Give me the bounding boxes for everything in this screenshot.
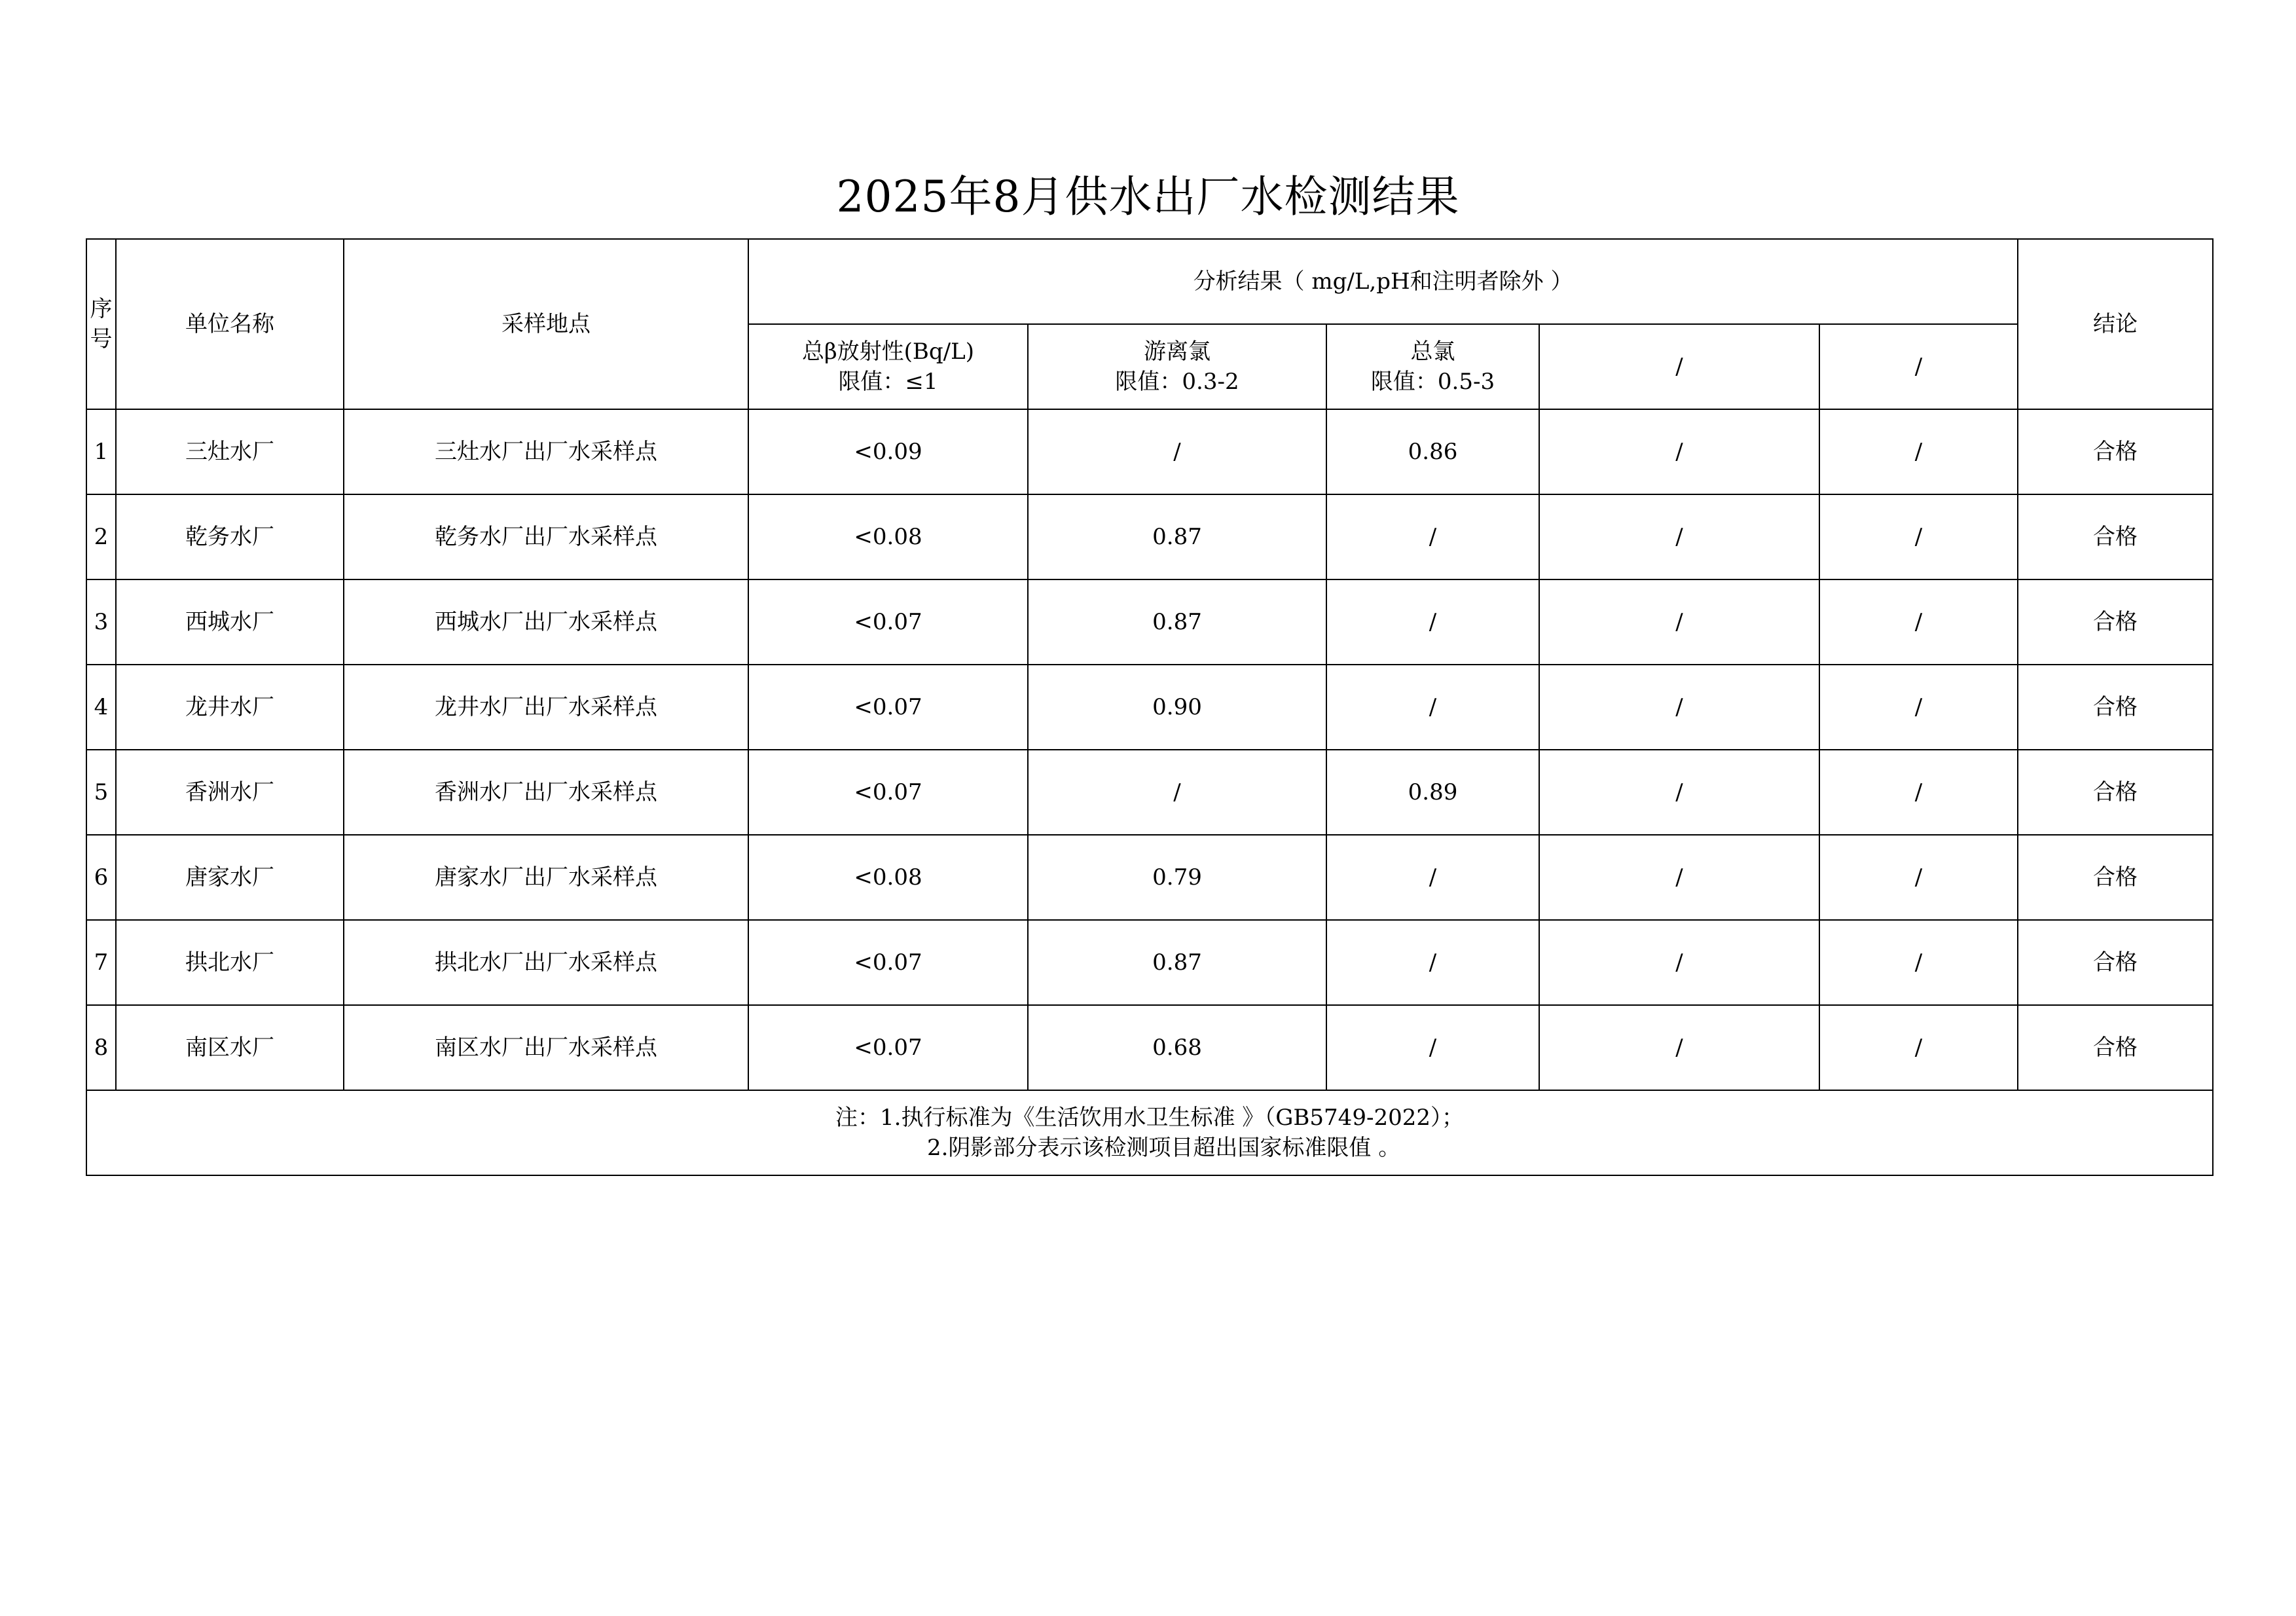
cell-seq: 8	[86, 1005, 116, 1090]
cell-total-chlorine-value: 0.86	[1326, 409, 1539, 494]
cell-beta-value: <0.07	[748, 750, 1028, 835]
table-row	[86, 409, 2213, 494]
param-name: /	[1675, 354, 1683, 380]
cell-free-chlorine-value: 0.87	[1028, 920, 1326, 1005]
cell-total-chlorine-value: /	[1326, 920, 1539, 1005]
cell-seq: 7	[86, 920, 116, 1005]
cell-beta-value: <0.07	[748, 665, 1028, 750]
table-row	[86, 494, 2213, 579]
param-name: 总氯	[1410, 339, 1455, 365]
param-name: /	[1914, 354, 1923, 380]
cell-beta-value: <0.08	[748, 835, 1028, 920]
cell-empty-value: /	[1539, 750, 1819, 835]
cell-beta-value: <0.07	[748, 579, 1028, 665]
cell-conclusion: 合格	[2018, 665, 2213, 750]
cell-free-chlorine-value: 0.87	[1028, 494, 1326, 579]
cell-total-chlorine-value: /	[1326, 665, 1539, 750]
cell-unit-name: 三灶水厂	[116, 409, 344, 494]
cell-total-chlorine-value: /	[1326, 579, 1539, 665]
header-conclusion: 结论	[2018, 239, 2213, 409]
cell-conclusion: 合格	[2018, 920, 2213, 1005]
cell-total-chlorine-value: /	[1326, 835, 1539, 920]
cell-sampling-site: 乾务水厂出厂水采样点	[344, 494, 748, 579]
header-analysis-results: 分析结果（ mg/L,pH和注明者除外 ）	[748, 239, 2018, 324]
cell-sampling-site: 西城水厂出厂水采样点	[344, 579, 748, 665]
notes-row	[86, 1090, 2213, 1175]
cell-seq: 3	[86, 579, 116, 665]
header-param-beta	[748, 324, 1028, 409]
cell-free-chlorine-value: 0.79	[1028, 835, 1326, 920]
header-param-total-chlorine	[1326, 324, 1539, 409]
cell-empty-value: /	[1539, 665, 1819, 750]
cell-empty-value: /	[1539, 494, 1819, 579]
cell-conclusion: 合格	[2018, 750, 2213, 835]
header-param-free-chlorine	[1028, 324, 1326, 409]
cell-unit-name: 龙井水厂	[116, 665, 344, 750]
cell-empty-value: /	[1819, 1005, 2018, 1090]
cell-empty-value: /	[1819, 665, 2018, 750]
cell-empty-value: /	[1539, 1005, 1819, 1090]
cell-seq: 2	[86, 494, 116, 579]
cell-total-chlorine-value: /	[1326, 494, 1539, 579]
cell-empty-value: /	[1819, 494, 2018, 579]
table-row	[86, 920, 2213, 1005]
header-param-empty-1	[1539, 324, 1819, 409]
cell-conclusion: 合格	[2018, 409, 2213, 494]
param-name: 总β放射性(Bq/L)	[802, 339, 974, 365]
cell-total-chlorine-value: 0.89	[1326, 750, 1539, 835]
cell-free-chlorine-value: 0.90	[1028, 665, 1326, 750]
page-title: 2025年8月供水出厂水检测结果	[836, 172, 1460, 222]
cell-beta-value: <0.08	[748, 494, 1028, 579]
cell-unit-name: 西城水厂	[116, 579, 344, 665]
cell-empty-value: /	[1819, 579, 2018, 665]
cell-sampling-site: 三灶水厂出厂水采样点	[344, 409, 748, 494]
cell-empty-value: /	[1819, 750, 2018, 835]
cell-unit-name: 乾务水厂	[116, 494, 344, 579]
table-row	[86, 835, 2213, 920]
cell-sampling-site: 香洲水厂出厂水采样点	[344, 750, 748, 835]
table-row	[86, 579, 2213, 665]
notes-cell	[86, 1090, 2213, 1175]
cell-conclusion: 合格	[2018, 579, 2213, 665]
header-unit-name: 单位名称	[116, 239, 344, 409]
results-table	[86, 238, 2214, 1176]
cell-unit-name: 南区水厂	[116, 1005, 344, 1090]
cell-seq: 6	[86, 835, 116, 920]
cell-sampling-site: 龙井水厂出厂水采样点	[344, 665, 748, 750]
cell-conclusion: 合格	[2018, 835, 2213, 920]
table-row	[86, 665, 2213, 750]
cell-unit-name: 香洲水厂	[116, 750, 344, 835]
cell-empty-value: /	[1539, 579, 1819, 665]
cell-free-chlorine-value: 0.68	[1028, 1005, 1326, 1090]
cell-free-chlorine-value: 0.87	[1028, 579, 1326, 665]
header-row-main	[86, 239, 2213, 324]
note-line-2: 2.阴影部分表示该检测项目超出国家标准限值 。	[898, 1135, 1401, 1161]
cell-beta-value: <0.07	[748, 1005, 1028, 1090]
param-name: 游离氯	[1144, 339, 1211, 365]
cell-beta-value: <0.07	[748, 920, 1028, 1005]
cell-unit-name: 拱北水厂	[116, 920, 344, 1005]
cell-total-chlorine-value: /	[1326, 1005, 1539, 1090]
cell-sampling-site: 南区水厂出厂水采样点	[344, 1005, 748, 1090]
cell-empty-value: /	[1819, 409, 2018, 494]
table-row	[86, 750, 2213, 835]
cell-free-chlorine-value: /	[1028, 750, 1326, 835]
header-param-empty-2	[1819, 324, 2018, 409]
cell-empty-value: /	[1819, 920, 2018, 1005]
param-limit: 限值：0.3-2	[1115, 369, 1239, 395]
cell-conclusion: 合格	[2018, 494, 2213, 579]
cell-seq: 4	[86, 665, 116, 750]
header-sampling-site: 采样地点	[344, 239, 748, 409]
note-line-1: 注：1.执行标准为《生活饮用水卫生标准 》（GB5749-2022）；	[835, 1105, 1464, 1131]
cell-beta-value: <0.09	[748, 409, 1028, 494]
cell-empty-value: /	[1539, 835, 1819, 920]
cell-empty-value: /	[1819, 835, 2018, 920]
param-limit: 限值：≤1	[838, 369, 938, 395]
param-limit: 限值：0.5-3	[1370, 369, 1495, 395]
cell-empty-value: /	[1539, 409, 1819, 494]
cell-seq: 1	[86, 409, 116, 494]
cell-conclusion: 合格	[2018, 1005, 2213, 1090]
cell-empty-value: /	[1539, 920, 1819, 1005]
table-body	[86, 239, 2213, 1175]
cell-sampling-site: 拱北水厂出厂水采样点	[344, 920, 748, 1005]
cell-sampling-site: 唐家水厂出厂水采样点	[344, 835, 748, 920]
cell-seq: 5	[86, 750, 116, 835]
header-seq: 序号	[86, 239, 116, 409]
cell-unit-name: 唐家水厂	[116, 835, 344, 920]
table-row	[86, 1005, 2213, 1090]
cell-free-chlorine-value: /	[1028, 409, 1326, 494]
